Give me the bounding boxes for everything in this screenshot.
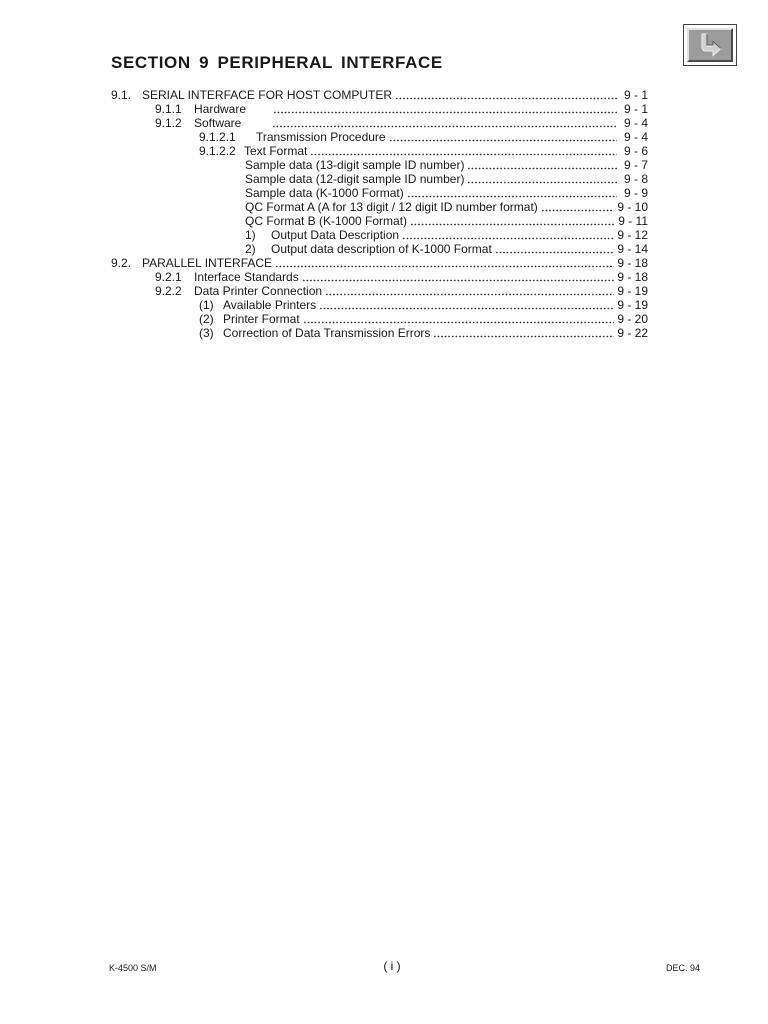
back-button-face[interactable]: [687, 28, 733, 62]
toc-entry[interactable]: [245, 227, 648, 242]
toc-entry-label: Software: [194, 116, 242, 130]
toc-entry-label: PARALLEL INTERFACE: [142, 256, 273, 270]
toc-entry[interactable]: [245, 171, 648, 186]
toc-leader-dots: [275, 256, 614, 268]
toc-entry-number: 9.1.1: [155, 102, 182, 116]
toc-entry-page: 9 - 7: [623, 158, 648, 172]
toc-entry-page: 9 - 18: [617, 270, 648, 284]
toc-leader-dots: [325, 284, 614, 296]
toc-entry-label: QC Format A (A for 13 digit / 12 digit ID number format): [245, 200, 538, 214]
toc-entry-page: 9 - 19: [617, 298, 648, 312]
toc-entry-page: 9 - 9: [623, 186, 648, 200]
toc-entry-number: (2): [199, 312, 214, 326]
toc-entry-page: 9 - 6: [623, 144, 648, 158]
toc-entry-page: 9 - 1: [623, 102, 648, 116]
toc-entry-label: Interface Standards: [194, 270, 299, 284]
footer-document-id: K-4500 S/M: [109, 963, 157, 973]
toc-entry[interactable]: [155, 269, 648, 284]
toc-entry-page: 9 - 12: [617, 228, 648, 242]
toc-entry-page: 9 - 18: [617, 256, 648, 270]
toc-entry[interactable]: [245, 185, 648, 200]
toc-entry-number: 9.2.1: [155, 270, 182, 284]
toc-entry-label: SERIAL INTERFACE FOR HOST COMPUTER: [142, 88, 393, 102]
toc-entry[interactable]: [155, 283, 648, 298]
toc-leader-dots: [389, 130, 617, 142]
toc-leader-dots: [310, 144, 617, 156]
toc-leader-dots: [302, 270, 615, 282]
toc-leader-dots: [433, 326, 614, 338]
toc-entry-label: Sample data (13-digit sample ID number): [245, 158, 465, 172]
toc-leader-dots: [541, 200, 615, 212]
toc-entry[interactable]: [199, 311, 648, 326]
toc-entry-number: (1): [199, 298, 214, 312]
toc-leader-dots: [272, 116, 617, 128]
toc-entry-page: 9 - 19: [617, 284, 648, 298]
toc-entry[interactable]: [199, 297, 648, 312]
toc-entry[interactable]: [155, 101, 648, 116]
back-button[interactable]: [683, 24, 737, 66]
toc-entry[interactable]: [245, 241, 648, 256]
toc-leader-dots: [395, 88, 617, 100]
toc-leader-dots: [495, 242, 615, 254]
toc-entry[interactable]: [245, 157, 648, 172]
toc-entry-number: 9.1.2.2: [199, 144, 236, 158]
toc-entry-number: 9.1.2: [155, 116, 182, 130]
footer-date: DEC. 94: [666, 963, 701, 973]
toc-leader-dots: [410, 214, 615, 226]
toc-entry-label: Correction of Data Transmission Errors: [223, 326, 431, 340]
toc-entry-label: Text Format: [244, 144, 308, 158]
toc-entry[interactable]: [111, 255, 648, 270]
toc-entry-label: Sample data (12-digit sample ID number): [245, 172, 465, 186]
toc-leader-dots: [273, 102, 617, 114]
toc-entry-number: (3): [199, 326, 214, 340]
toc-entry-number: 9.1.2.1: [199, 130, 236, 144]
toc-entry-page: 9 - 4: [623, 116, 648, 130]
toc-entry[interactable]: [199, 325, 648, 340]
toc-entry-page: 9 - 11: [618, 214, 648, 228]
section-title: SECTION 9 PERIPHERAL INTERFACE: [111, 53, 443, 72]
toc-entry-page: 9 - 8: [623, 172, 648, 186]
toc-entry-label: Sample data (K-1000 Format): [245, 186, 404, 200]
toc-entry-label: Output data description of K-1000 Format: [271, 242, 492, 256]
toc-leader-dots: [303, 312, 615, 324]
toc-entry[interactable]: [111, 87, 648, 102]
toc-entry-label: Transmission Procedure: [256, 130, 386, 144]
toc-entry[interactable]: [155, 115, 648, 130]
toc-entry-number: 9.2.: [111, 256, 132, 270]
toc-entry-label: QC Format B (K-1000 Format): [245, 214, 408, 228]
toc-entry[interactable]: [245, 213, 648, 228]
toc-entry-number: 1): [245, 228, 256, 242]
toc-leader-dots: [319, 298, 614, 310]
toc-entry-page: 9 - 4: [623, 130, 648, 144]
footer-page-number: ( i ): [383, 959, 401, 973]
toc-entry-label: Available Printers: [223, 298, 317, 312]
toc-entry-page: 9 - 22: [617, 326, 648, 340]
toc-entry-label: Hardware: [194, 102, 247, 116]
toc-entry-page: 9 - 1: [623, 88, 648, 102]
toc-entry-number: 9.1.: [111, 88, 132, 102]
toc-entry[interactable]: [199, 143, 648, 158]
toc-entry[interactable]: [199, 129, 648, 144]
toc-entry-page: 9 - 10: [617, 200, 648, 214]
toc-entry-page: 9 - 14: [617, 242, 648, 256]
toc-entry-page: 9 - 20: [617, 312, 648, 326]
toc-entry-label: Data Printer Connection: [194, 284, 323, 298]
toc-entry-number: 9.2.2: [155, 284, 182, 298]
toc-entry-label: Output Data Description: [271, 228, 400, 242]
toc-leader-dots: [402, 228, 614, 240]
toc-entry[interactable]: [245, 199, 648, 214]
toc-leader-dots: [407, 186, 617, 198]
toc-leader-dots: [467, 158, 617, 170]
return-arrow-icon: [695, 32, 725, 58]
toc-entry-label: Printer Format: [223, 312, 300, 326]
toc-entry-number: 2): [245, 242, 256, 256]
toc-leader-dots: [467, 172, 617, 184]
